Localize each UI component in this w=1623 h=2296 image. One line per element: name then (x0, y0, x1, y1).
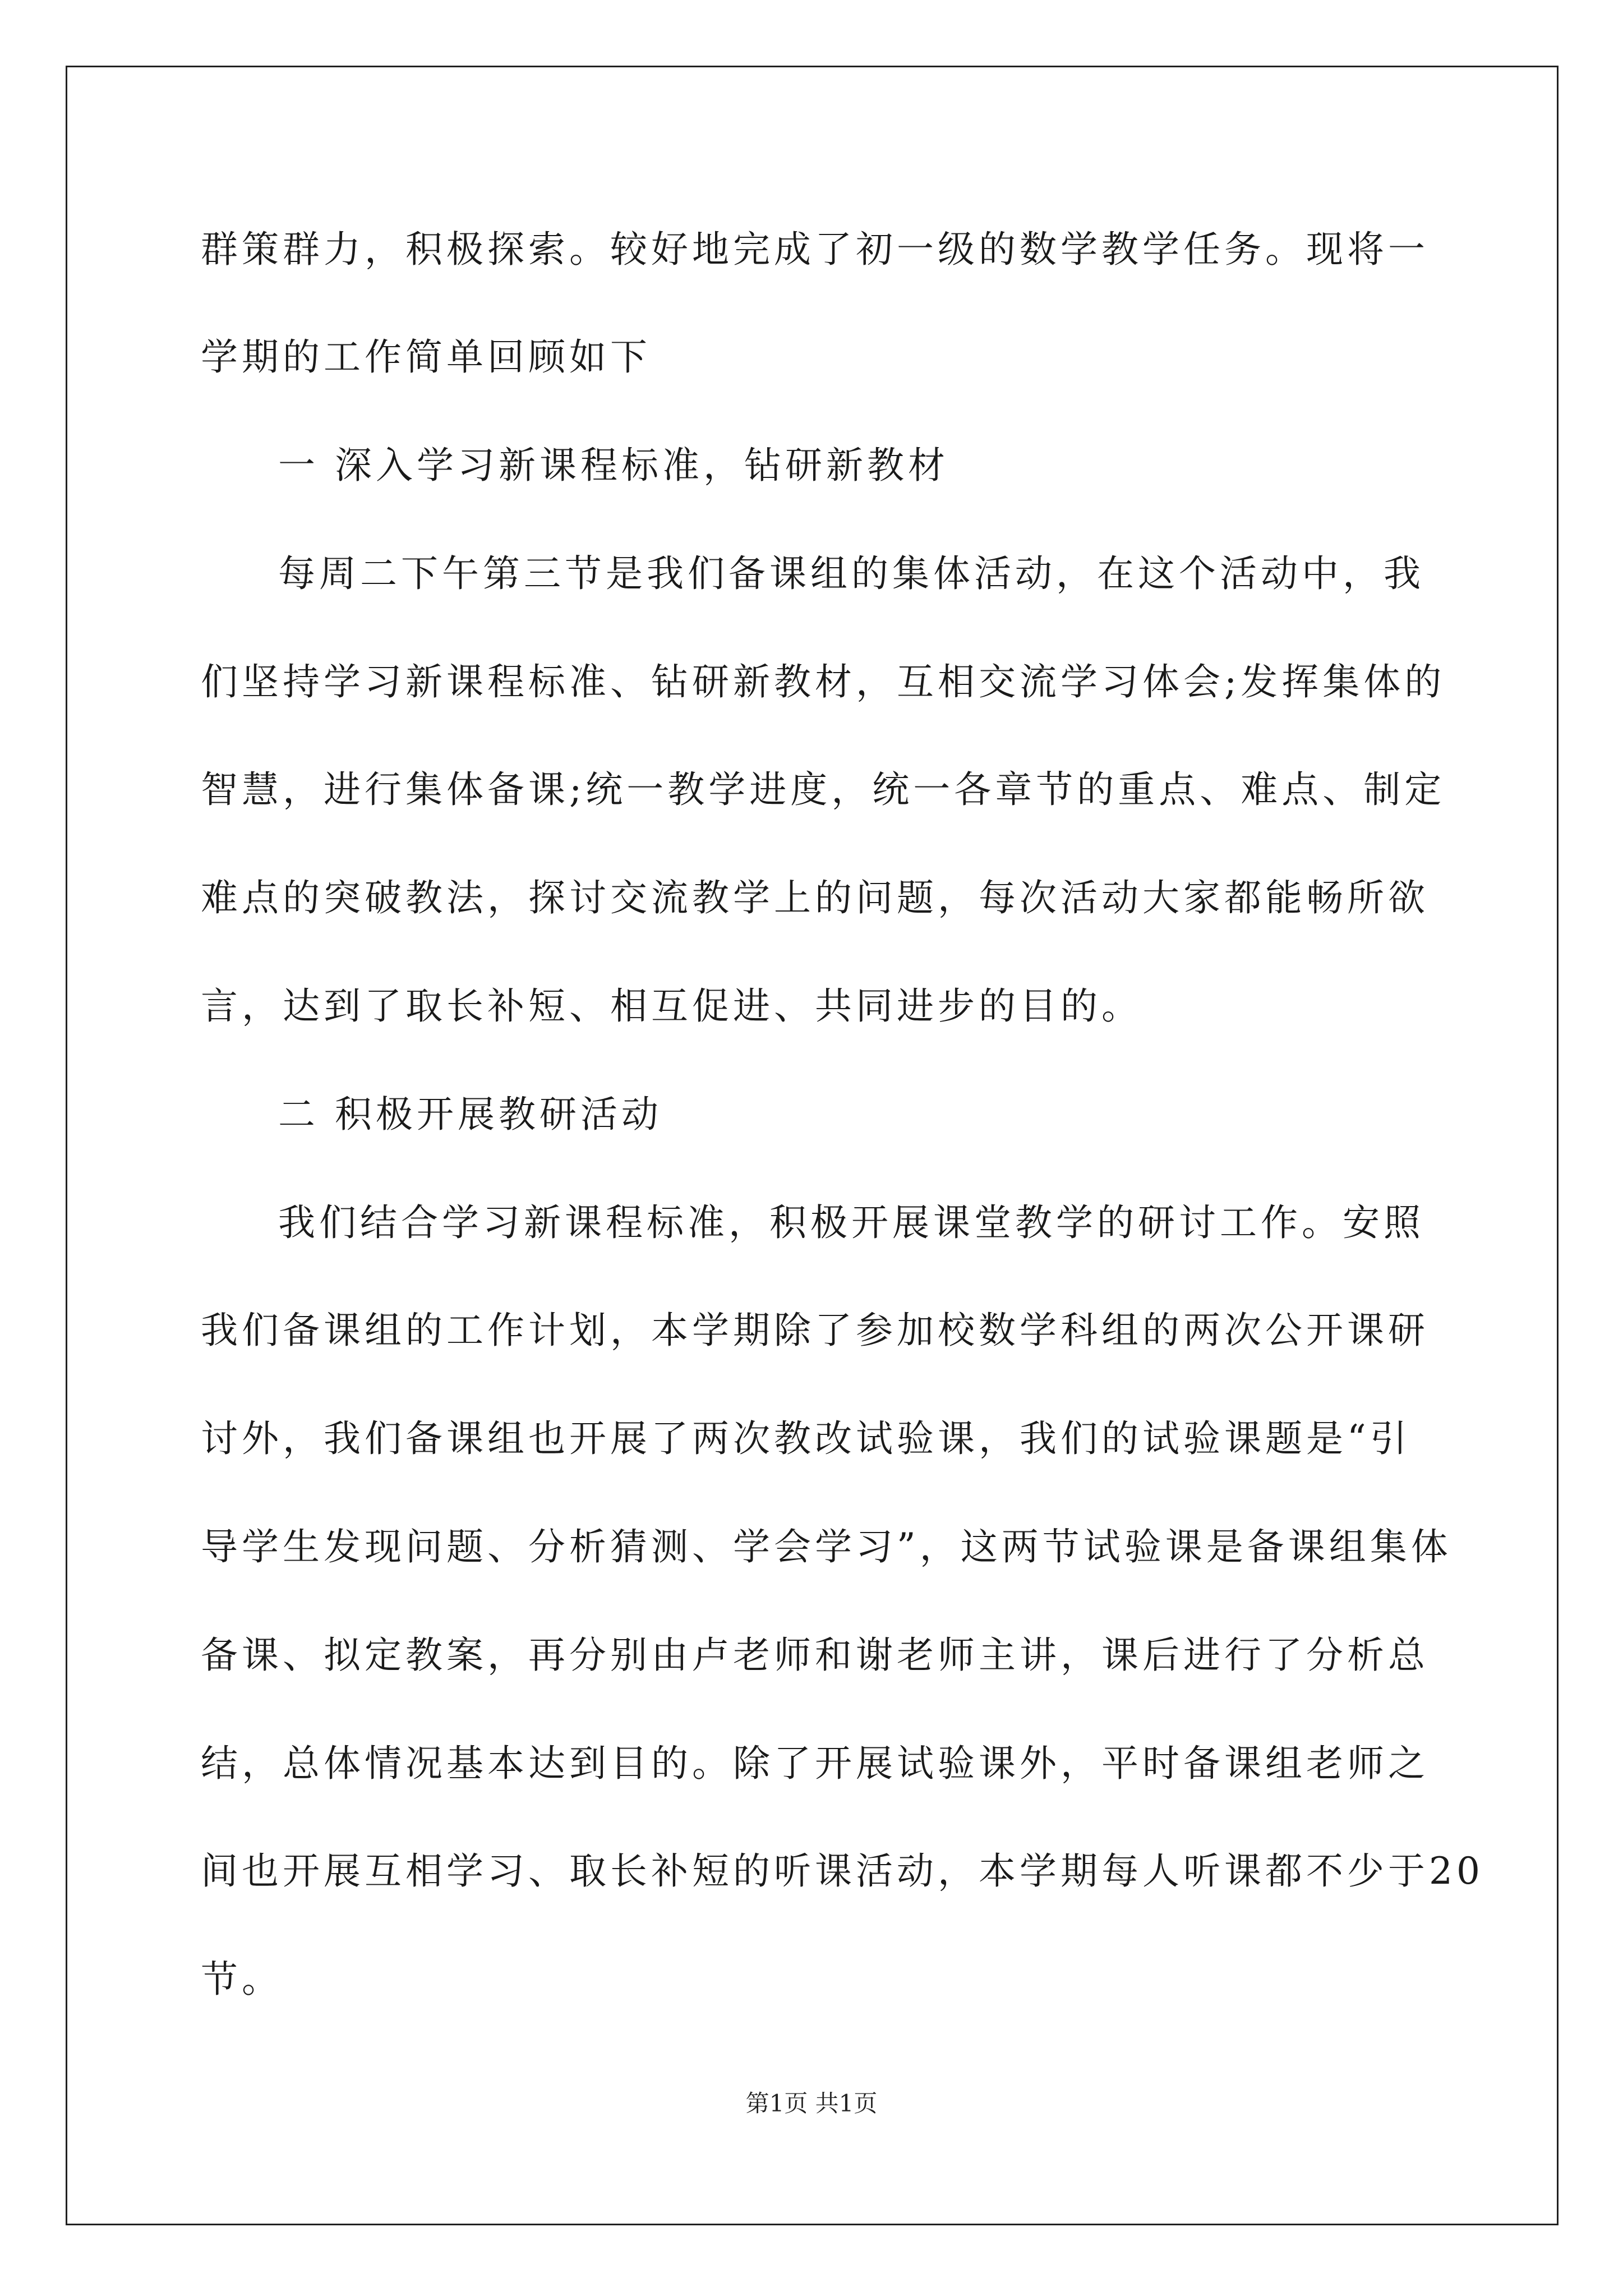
paragraph-2-line-4: 难点的突破教法，探讨交流教学上的问题，每次活动大家都能畅所欲 (201, 876, 1429, 919)
paragraph-3-line-4: 导学生发现问题、分析猜测、学会学习”，这两节试验课是备课组集体 (201, 1525, 1452, 1568)
paragraph-3-line-5: 备课、拟定教案，再分别由卢老师和谢老师主讲，课后进行了分析总 (201, 1634, 1429, 1677)
paragraph-1-line-2: 学期的工作简单回顾如下 (201, 335, 651, 379)
paragraph-2-line-1: 每周二下午第三节是我们备课组的集体活动，在这个活动中，我 (278, 552, 1424, 595)
section-heading-1: 一 深入学习新课程标准，钻研新教材 (278, 444, 949, 487)
paragraph-3-line-8: 节。 (201, 1958, 283, 2001)
paragraph-3-line-7: 间也开展互相学习、取长补短的听课活动，本学期每人听课都不少于20 (201, 1849, 1484, 1893)
paragraph-2-line-2: 们坚持学习新课程标准、钻研新教材，互相交流学习体会;发挥集体的 (201, 660, 1446, 703)
paragraph-1-line-1: 群策群力，积极探索。较好地完成了初一级的数学教学任务。现将一 (201, 228, 1429, 271)
page-number-footer: 第1页 共1页 (745, 2090, 878, 2117)
paragraph-2-line-3: 智慧，进行集体备课;统一教学进度，统一各章节的重点、难点、制定 (201, 768, 1446, 811)
paragraph-3-line-6: 结，总体情况基本达到目的。除了开展试验课外，平时备课组老师之 (201, 1742, 1429, 1785)
paragraph-2-line-5: 言，达到了取长补短、相互促进、共同进步的目的。 (201, 984, 1142, 1028)
section-heading-2: 二 积极开展教研活动 (278, 1093, 662, 1136)
paragraph-3-line-1: 我们结合学习新课程标准，积极开展课堂教学的研讨工作。安照 (278, 1201, 1424, 1244)
paragraph-3-line-3: 讨外，我们备课组也开展了两次教改试验课，我们的试验课题是“引 (201, 1417, 1411, 1460)
paragraph-3-line-2: 我们备课组的工作计划，本学期除了参加校数学科组的两次公开课研 (201, 1309, 1429, 1352)
